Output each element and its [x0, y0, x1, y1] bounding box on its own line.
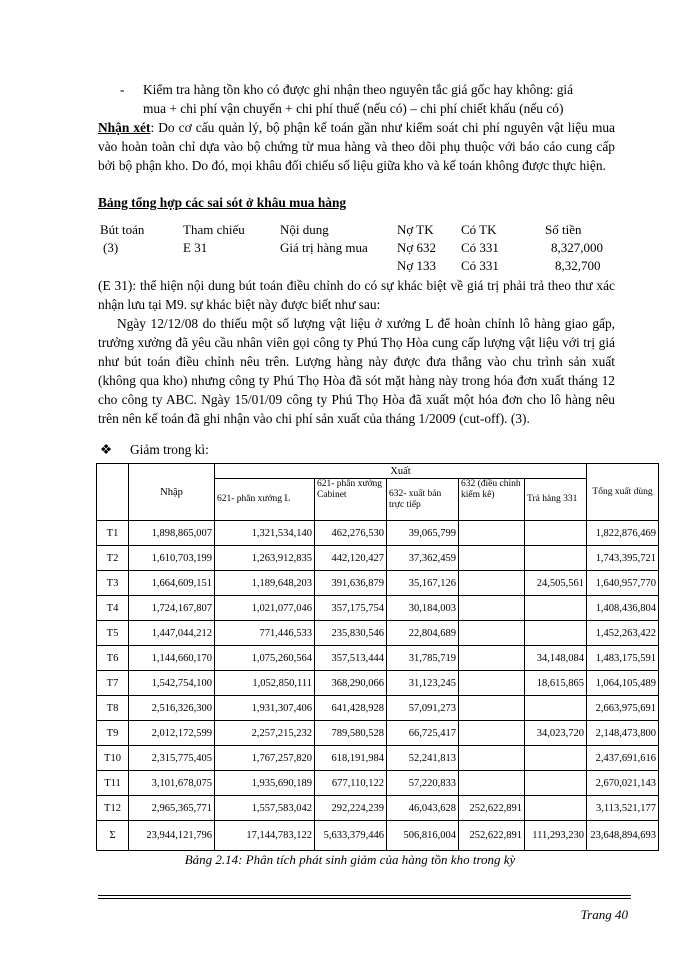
nhap-header: Nhập — [129, 464, 215, 521]
table-cell-tra: 18,615,865 — [525, 671, 587, 696]
bullet-line-2: mua + chi phí vận chuyển + chi phí thuế (nếu có) – chi phí chiết khấu (nếu có) — [143, 101, 564, 116]
table-cell-cab: 391,636,879 — [315, 571, 387, 596]
table-cell-m: T9 — [97, 721, 129, 746]
table-cell-cab: 677,110,122 — [315, 771, 387, 796]
table-cell-tong: 1,640,957,770 — [587, 571, 659, 596]
summary-amount-2: 8,32,700 — [555, 258, 601, 273]
table-cell-l: 771,446,533 — [215, 621, 315, 646]
table-cell-xb: 31,123,245 — [387, 671, 459, 696]
table-cell-tra — [525, 596, 587, 621]
table-cell-tra: 24,505,561 — [525, 571, 587, 596]
table-cell-cab: 442,120,427 — [315, 546, 387, 571]
table-cell-m: T1 — [97, 521, 129, 546]
section-label: Giảm trong kì: — [130, 442, 209, 457]
table-cell-cab: 618,191,984 — [315, 746, 387, 771]
table-cell-tong: 1,822,876,469 — [587, 521, 659, 546]
footer-line-1 — [98, 895, 631, 896]
table-cell-cab: 357,175,754 — [315, 596, 387, 621]
table-cell-xb: 31,785,719 — [387, 646, 459, 671]
summary-col-content: Nội dung — [280, 222, 329, 237]
table-cell-l: 1,021,077,046 — [215, 596, 315, 621]
632x-header: 632- xuất bán trực tiếp — [387, 479, 459, 521]
summary-debit-2: Nợ 133 — [397, 258, 437, 273]
table-cell-m: T12 — [97, 796, 129, 821]
table-cell-m: T11 — [97, 771, 129, 796]
table-cell-l: 1,557,583,042 — [215, 796, 315, 821]
table-cell-tong: 3,113,521,177 — [587, 796, 659, 821]
table-cell-tong: 1,064,105,489 — [587, 671, 659, 696]
table-cell-l: 1,321,534,140 — [215, 521, 315, 546]
table-cell-tra — [525, 746, 587, 771]
table-row — [97, 621, 659, 646]
table-cell-dc — [459, 521, 525, 546]
table-cell-xb: 57,220,833 — [387, 771, 459, 796]
table-cell-nhap: 1,542,754,100 — [129, 671, 215, 696]
table-cell-nhap: 1,664,609,151 — [129, 571, 215, 596]
table-row — [97, 721, 659, 746]
table-cell-l: 2,257,215,232 — [215, 721, 315, 746]
table-cell-xb: 30,184,003 — [387, 596, 459, 621]
summary-col-entry: Bút toán — [100, 222, 145, 237]
table-cell-tra: 34,023,720 — [525, 721, 587, 746]
table-cell-tra — [525, 521, 587, 546]
table-cell-xb: 39,065,799 — [387, 521, 459, 546]
table-cell-l: 1,189,648,203 — [215, 571, 315, 596]
table-cell-dc — [459, 621, 525, 646]
table-cell-m: T10 — [97, 746, 129, 771]
table-cell-tra — [525, 546, 587, 571]
table-cell-tong: 1,408,436,804 — [587, 596, 659, 621]
summary-col-amount: Số tiền — [545, 222, 582, 237]
table-cell-dc — [459, 671, 525, 696]
table-cell-nhap: 1,610,703,199 — [129, 546, 215, 571]
table-row — [97, 821, 659, 851]
table-cell-m: T2 — [97, 546, 129, 571]
remark-paragraph — [98, 118, 615, 175]
table-row — [97, 546, 659, 571]
table-cell-nhap: 2,012,172,599 — [129, 721, 215, 746]
summary-amount: 8,327,000 — [551, 240, 603, 255]
table-cell-tra: 111,293,230 — [525, 821, 587, 851]
table-cell-xb: 52,241,813 — [387, 746, 459, 771]
table-cell-tong: 1,743,395,721 — [587, 546, 659, 571]
summary-col-ref: Tham chiếu — [183, 222, 245, 237]
page-number: Trang 40 — [580, 907, 628, 922]
summary-title: Bảng tổng hợp các sai sót ở khâu mua hàng — [98, 195, 347, 210]
table-row — [97, 571, 659, 596]
summary-credit-2: Có 331 — [461, 258, 499, 273]
table-cell-cab: 641,428,928 — [315, 696, 387, 721]
table-cell-xb: 37,362,459 — [387, 546, 459, 571]
table-row — [97, 796, 659, 821]
table-cell-tong: 2,148,473,800 — [587, 721, 659, 746]
bullet-line-1: Kiểm tra hàng tồn kho có được ghi nhận theo nguyên tắc giá gốc hay không: giá — [143, 82, 574, 97]
table-cell-l: 1,052,850,111 — [215, 671, 315, 696]
table-cell-dc — [459, 546, 525, 571]
table-cell-m: T3 — [97, 571, 129, 596]
section-marker: ❖ — [100, 442, 113, 457]
table-cell-tong: 1,483,175,591 — [587, 646, 659, 671]
table-cell-l: 17,144,783,122 — [215, 821, 315, 851]
621L-header: 621- phân xưởng L — [215, 479, 315, 521]
table-cell-tra — [525, 696, 587, 721]
table-cell-tong: 1,452,263,422 — [587, 621, 659, 646]
table-cell-m: Σ — [97, 821, 129, 851]
summary-col-credit: Có TK — [461, 222, 497, 237]
table-row — [97, 746, 659, 771]
summary-ref: E 31 — [183, 240, 208, 255]
table-cell-tong: 2,670,021,143 — [587, 771, 659, 796]
table-cell-dc — [459, 771, 525, 796]
table-row — [97, 521, 659, 546]
table-row — [97, 671, 659, 696]
table-cell-tra — [525, 771, 587, 796]
table-cell-cab: 5,633,379,446 — [315, 821, 387, 851]
tong-header: Tổng xuất dùng — [587, 464, 659, 521]
table-cell-cab: 368,290,066 — [315, 671, 387, 696]
table-cell-dc: 252,622,891 — [459, 821, 525, 851]
remark-label: Nhận xét — [98, 120, 151, 135]
table-cell-tra — [525, 796, 587, 821]
table-cell-dc — [459, 571, 525, 596]
table-cell-l: 1,263,912,835 — [215, 546, 315, 571]
table-row — [97, 646, 659, 671]
table-caption: Bảng 2.14: Phân tích phát sinh giảm của hàng tồn kho trong kỳ — [184, 852, 516, 867]
table-cell-dc — [459, 696, 525, 721]
explanation-paragraph: (E 31): thể hiện nội dung bút toán điều chỉnh do có sự khác biệt về giá trị phải trả theo thư xác nhận lưu tại M9. sự khác biệt này được biết như sau: — [98, 278, 615, 312]
table-cell-m: T5 — [97, 621, 129, 646]
table-cell-tong: 2,663,975,691 — [587, 696, 659, 721]
table-cell-xb: 22,804,689 — [387, 621, 459, 646]
table-cell-xb: 57,091,273 — [387, 696, 459, 721]
table-cell-m: T6 — [97, 646, 129, 671]
remark-text: : Do cơ cấu quản lý, bộ phận kế toán gần như kiểm soát chi phí nguyên vật liệu mua vào hoàn toàn chỉ dựa vào bộ chứng từ mua hàng và theo dõi phụ thuộc với báo cáo cung cấp bởi bộ phận kho. Do đó, mọi khâu đối chiếu số liệu giữa kho và kế toán không được thực hiện. — [98, 120, 615, 173]
table-cell-dc — [459, 746, 525, 771]
table-cell-m: T7 — [97, 671, 129, 696]
table-row — [97, 771, 659, 796]
table-cell-xb: 35,167,126 — [387, 571, 459, 596]
table-cell-dc — [459, 646, 525, 671]
table-cell-nhap: 1,724,167,807 — [129, 596, 215, 621]
summary-col-debit: Nợ TK — [397, 222, 434, 237]
footer-line-2 — [98, 898, 631, 899]
table-cell-xb: 46,043,628 — [387, 796, 459, 821]
table-cell-nhap: 1,144,660,170 — [129, 646, 215, 671]
table-cell-tra — [525, 621, 587, 646]
table-cell-dc: 252,622,891 — [459, 796, 525, 821]
632d-header: 632 (điều chỉnh kiểm kê) — [459, 479, 525, 521]
table-cell-tong: 2,437,691,616 — [587, 746, 659, 771]
summary-debit: Nợ 632 — [397, 240, 437, 255]
table-cell-nhap: 1,447,044,212 — [129, 621, 215, 646]
summary-credit: Có 331 — [461, 240, 499, 255]
table-cell-nhap: 2,315,775,405 — [129, 746, 215, 771]
summary-entry: (3) — [103, 240, 119, 255]
table-cell-dc — [459, 596, 525, 621]
table-cell-cab: 789,580,528 — [315, 721, 387, 746]
table-cell-cab: 235,830,546 — [315, 621, 387, 646]
table-cell-l: 1,767,257,820 — [215, 746, 315, 771]
table-cell-tong: 23,648,894,693 — [587, 821, 659, 851]
table-cell-m: T4 — [97, 596, 129, 621]
table-cell-xb: 506,816,004 — [387, 821, 459, 851]
inventory-table — [96, 463, 659, 851]
table-cell-nhap: 2,516,326,300 — [129, 696, 215, 721]
tra-header: Trả hàng 331 — [525, 479, 587, 521]
bullet-marker: - — [120, 82, 125, 97]
table-cell-dc — [459, 721, 525, 746]
table-cell-nhap: 23,944,121,796 — [129, 821, 215, 851]
table-cell-m: T8 — [97, 696, 129, 721]
table-cell-l: 1,075,260,564 — [215, 646, 315, 671]
table-cell-cab: 357,513,444 — [315, 646, 387, 671]
summary-content: Giá trị hàng mua — [280, 240, 368, 255]
month-header — [97, 464, 129, 521]
table-cell-cab: 292,224,239 — [315, 796, 387, 821]
table-cell-l: 1,935,690,189 — [215, 771, 315, 796]
table-row — [97, 596, 659, 621]
table-cell-cab: 462,276,530 — [315, 521, 387, 546]
table-cell-xb: 66,725,417 — [387, 721, 459, 746]
table-cell-tra: 34,148,084 — [525, 646, 587, 671]
table-cell-l: 1,931,307,406 — [215, 696, 315, 721]
621C-header: 621- phân xưởng Cabinet — [315, 479, 387, 521]
xuat-header: Xuất — [215, 464, 587, 479]
table-row — [97, 696, 659, 721]
story-paragraph: Ngày 12/12/08 do thiếu một số lượng vật liệu ở xưởng L để hoàn chỉnh lô hàng giao gấp, trưởng xưởng đã yêu cầu nhân viên gọi công ty Phú Thọ Hòa cung cấp lượng vật liệu với trị giá như bút toán điều chỉnh nêu trên. Lượng hàng này được đưa thẳng vào chu trình sản xuất (không qua kho) nhưng công ty Phú Thọ Hòa đã sót mặt hàng này trong hóa đơn xuất tháng 12 cho công ty ABC. Ngày 15/01/09 công ty Phú Thọ Hòa đã xuất một hóa đơn cho lô hàng nêu trên nên kế toán đã ghi nhận vào chi phí sản xuất của tháng 1/2009 (cut-off). (3). — [98, 316, 615, 426]
table-cell-nhap: 2,965,365,771 — [129, 796, 215, 821]
table-cell-nhap: 3,101,678,075 — [129, 771, 215, 796]
table-cell-nhap: 1,898,865,007 — [129, 521, 215, 546]
